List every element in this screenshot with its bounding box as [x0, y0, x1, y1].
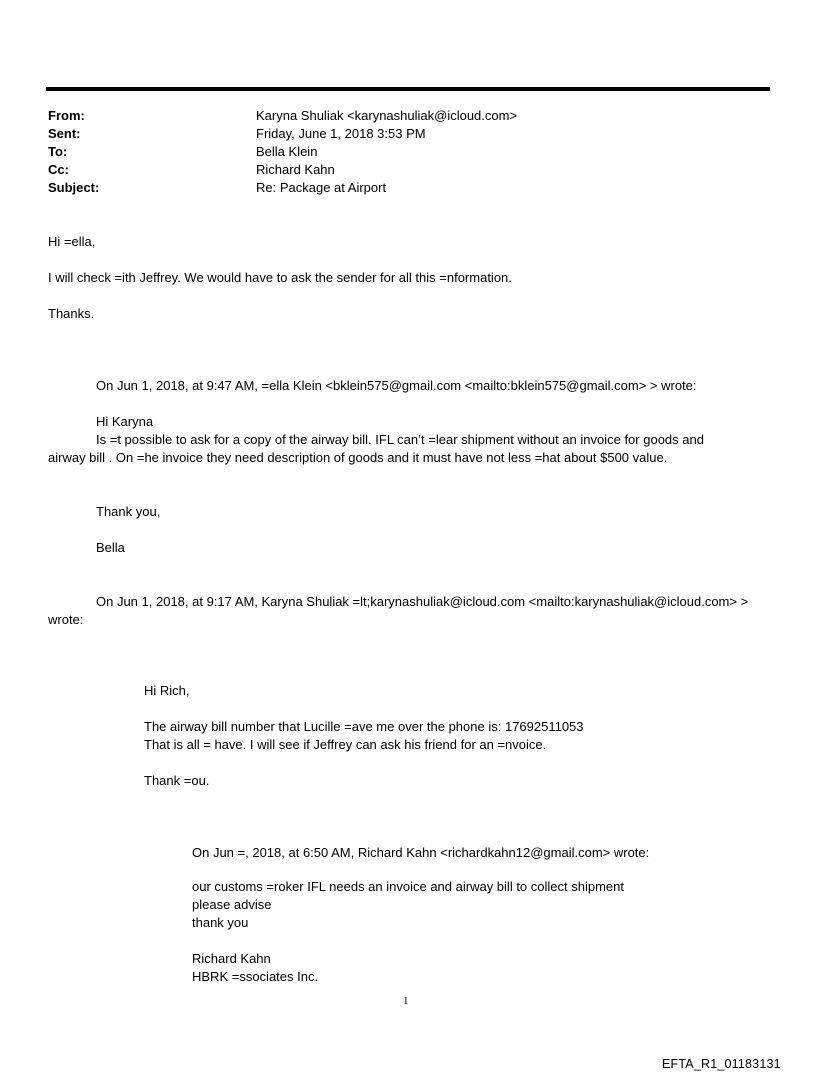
- quote2-line: The airway bill number that Lucille =ave me over the phone is: 17692511053: [144, 719, 584, 734]
- quote3-line: our customs =roker IFL needs an invoice and airway bill to collect shipment: [192, 879, 624, 894]
- page-number: 1: [403, 995, 409, 1007]
- subject-value: Re: Package at Airport: [256, 180, 387, 195]
- body-thanks: Thanks.: [48, 306, 95, 321]
- sent-label: Sent:: [48, 126, 81, 141]
- subject-label: Subject:: [48, 180, 100, 195]
- cc-label: Cc:: [48, 162, 69, 177]
- body-greeting: Hi =ella,: [48, 234, 96, 249]
- from-value: Karyna Shuliak <karynashuliak@icloud.com>: [256, 108, 518, 123]
- quote1-line: airway bill . On =he invoice they need description of goods and it must have not less =hat about $500 value.: [48, 450, 668, 465]
- quote2-line: That is all = have. I will see if Jeffrey can ask his friend for an =nvoice.: [144, 737, 547, 752]
- quote3-attribution: On Jun =, 2018, at 6:50 AM, Richard Kahn <richardkahn12@gmail.com> wrote:: [192, 845, 650, 860]
- cc-value: Richard Kahn: [256, 162, 335, 177]
- quote2-greeting: Hi Rich,: [144, 683, 190, 698]
- quote3-signature-company: HBRK =ssociates Inc.: [192, 969, 319, 984]
- quote1-greeting: Hi Karyna: [96, 414, 154, 429]
- quote1-thanks: Thank you,: [96, 504, 161, 519]
- from-label: From:: [48, 108, 85, 123]
- body-line: I will check =ith Jeffrey. We would have to ask the sender for all this =nformation.: [48, 270, 512, 285]
- bates-number: EFTA_R1_01183131: [662, 1057, 781, 1071]
- to-label: To:: [48, 144, 68, 159]
- sent-value: Friday, June 1, 2018 3:53 PM: [256, 126, 426, 141]
- to-value: Bella Klein: [256, 144, 318, 159]
- quote2-attribution: On Jun 1, 2018, at 9:17 AM, Karyna Shuliak =lt;karynashuliak@icloud.com <mailto:karynashuliak@icloud.com> >: [96, 594, 749, 609]
- quote1-line: Is =t possible to ask for a copy of the airway bill. IFL can’t =lear shipment without an invoice for goods and: [96, 432, 704, 447]
- quote3-line: thank you: [192, 915, 249, 930]
- quote2-attribution-wrap: wrote:: [48, 612, 84, 627]
- header-rule: [46, 87, 770, 91]
- quote2-thanks: Thank =ou.: [144, 773, 210, 788]
- quote1-attribution: On Jun 1, 2018, at 9:47 AM, =ella Klein <bklein575@gmail.com <mailto:bklein575@gmail.com> > wrote:: [96, 378, 697, 393]
- quote3-line: please advise: [192, 897, 272, 912]
- quote1-signature: Bella: [96, 540, 125, 555]
- quote3-signature-name: Richard Kahn: [192, 951, 271, 966]
